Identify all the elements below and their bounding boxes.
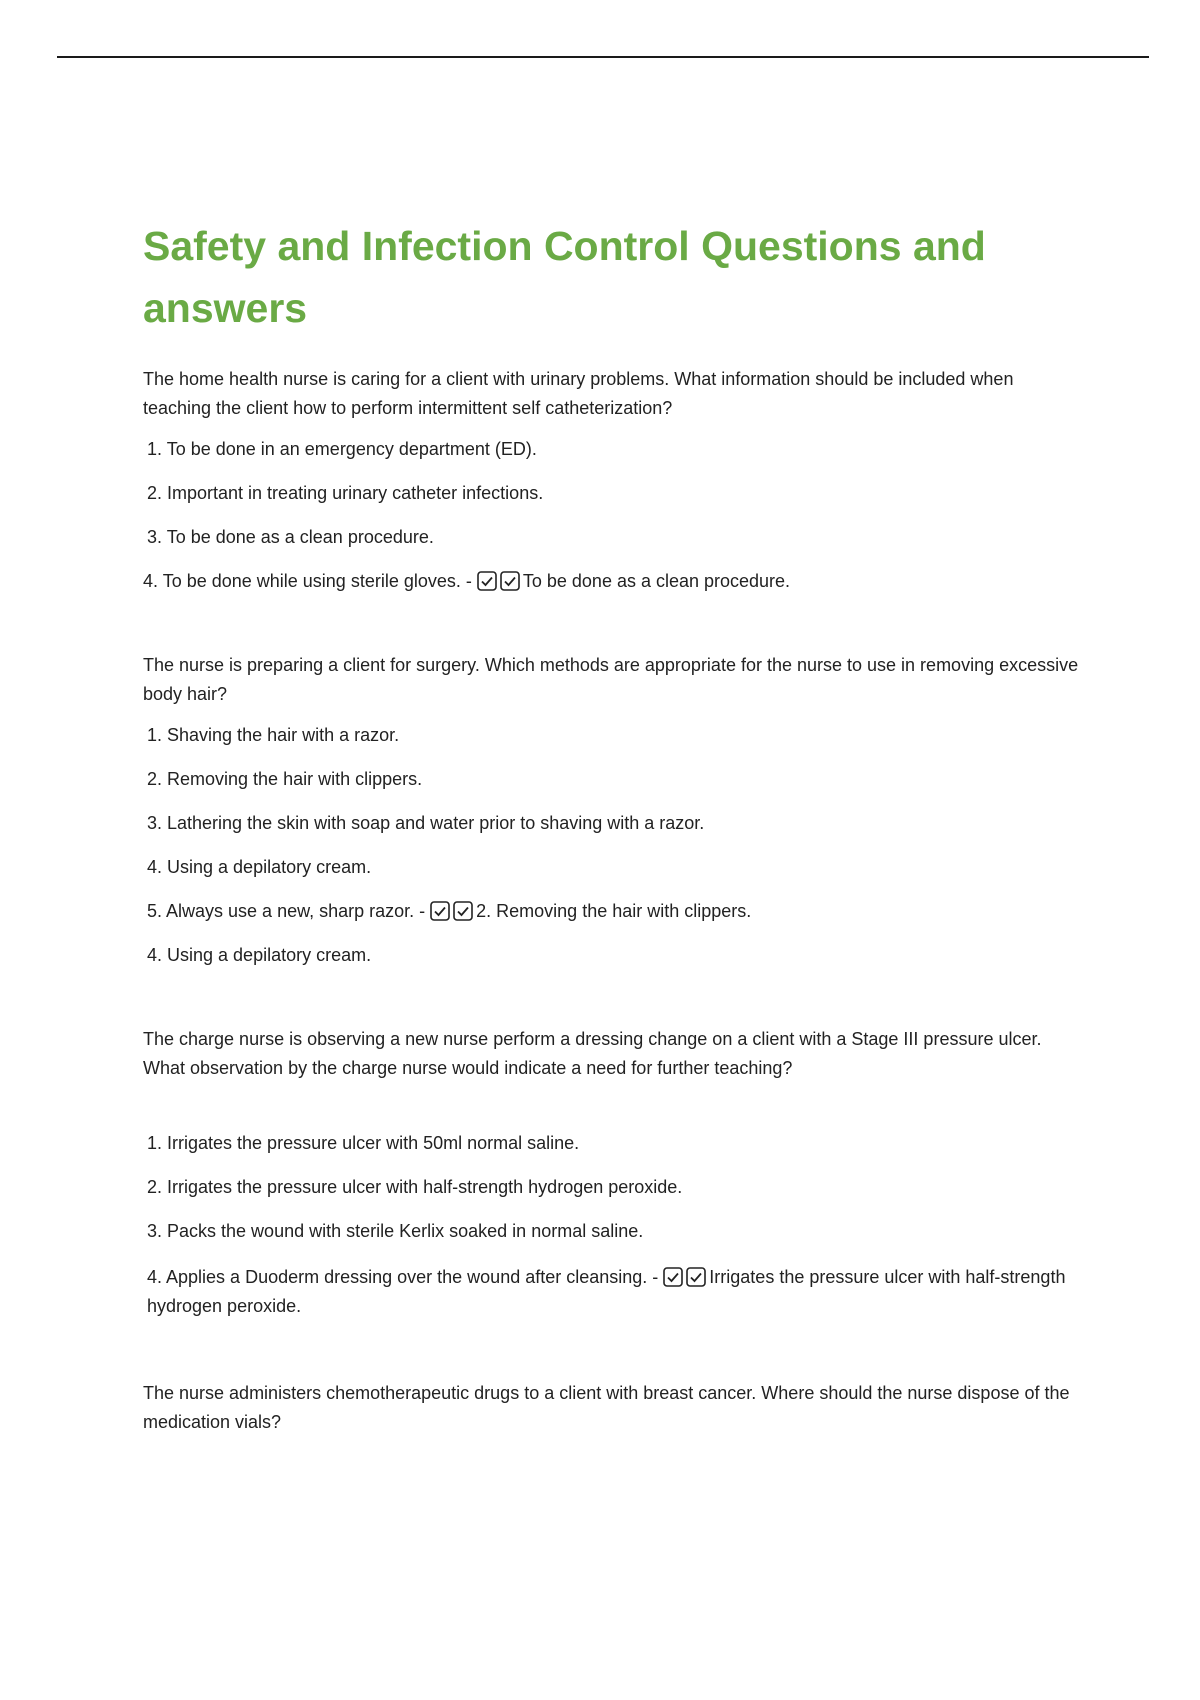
checkbox-checked-icon [686,1267,706,1287]
option-item: 3. Packs the wound with sterile Kerlix soaked in normal saline. [147,1221,644,1241]
question-block-1 [143,365,1083,593]
checkbox-checked-icon [663,1267,683,1287]
answer-text: To be done as a clean procedure. [522,571,791,591]
question-block-4 [143,1379,1083,1437]
option-item-last: 4. Applies a Duoderm dressing over the wound after cleansing. - [147,1267,664,1287]
option-item: 1. Shaving the hair with a razor. [147,725,400,745]
option-item: 2. Important in treating urinary catheter infections. [147,483,544,503]
answer-text: 2. Removing the hair with clippers. [476,901,752,921]
checkbox-checked-icon [477,571,497,591]
option-item: 4. Using a depilatory cream. [147,857,372,877]
option-with-answer [147,899,1083,923]
question-block-2 [143,651,1083,967]
option-with-answer [147,1263,1083,1321]
checkbox-checked-icon [453,901,473,921]
option-item: 3. Lathering the skin with soap and water prior to shaving with a razor. [147,813,705,833]
question-text: The nurse administers chemotherapeutic drugs to a client with breast cancer. Where should the nurse dispose of the medication vials? [143,1383,1070,1432]
document-body [143,215,1083,1495]
option-item: 1. Irrigates the pressure ulcer with 50ml normal saline. [147,1133,580,1153]
option-with-answer [143,569,1083,593]
question-text: The nurse is preparing a client for surgery. Which methods are appropriate for the nurse to use in removing excessive body hair? [143,655,1079,704]
option-item: 1. To be done in an emergency department (ED). [147,439,537,459]
question-block-3 [143,1025,1083,1321]
top-rule [57,56,1149,58]
answer-text: Irrigates the pressure ulcer with half-strength hydrogen peroxide. [147,1267,1066,1316]
checkbox-checked-icon [430,901,450,921]
option-item: 2. Removing the hair with clippers. [147,769,423,789]
question-text: The home health nurse is caring for a client with urinary problems. What information should be included when teaching the client how to perform intermittent self catheterization? [143,369,1014,418]
option-item-last: 4. To be done while using sterile gloves. - [143,571,477,591]
checkbox-checked-icon [500,571,520,591]
option-item: 2. Irrigates the pressure ulcer with half-strength hydrogen peroxide. [147,1177,683,1197]
answer-extra: 4. Using a depilatory cream. [147,945,372,965]
page-title: Safety and Infection Control Questions and answers [143,223,986,331]
option-item-last: 5. Always use a new, sharp razor. - [147,901,431,921]
option-item: 3. To be done as a clean procedure. [147,527,434,547]
question-text: The charge nurse is observing a new nurse perform a dressing change on a client with a Stage III pressure ulcer. What observation by the charge nurse would indicate a need for further teaching? [143,1029,1042,1078]
spacer [143,1097,1083,1131]
